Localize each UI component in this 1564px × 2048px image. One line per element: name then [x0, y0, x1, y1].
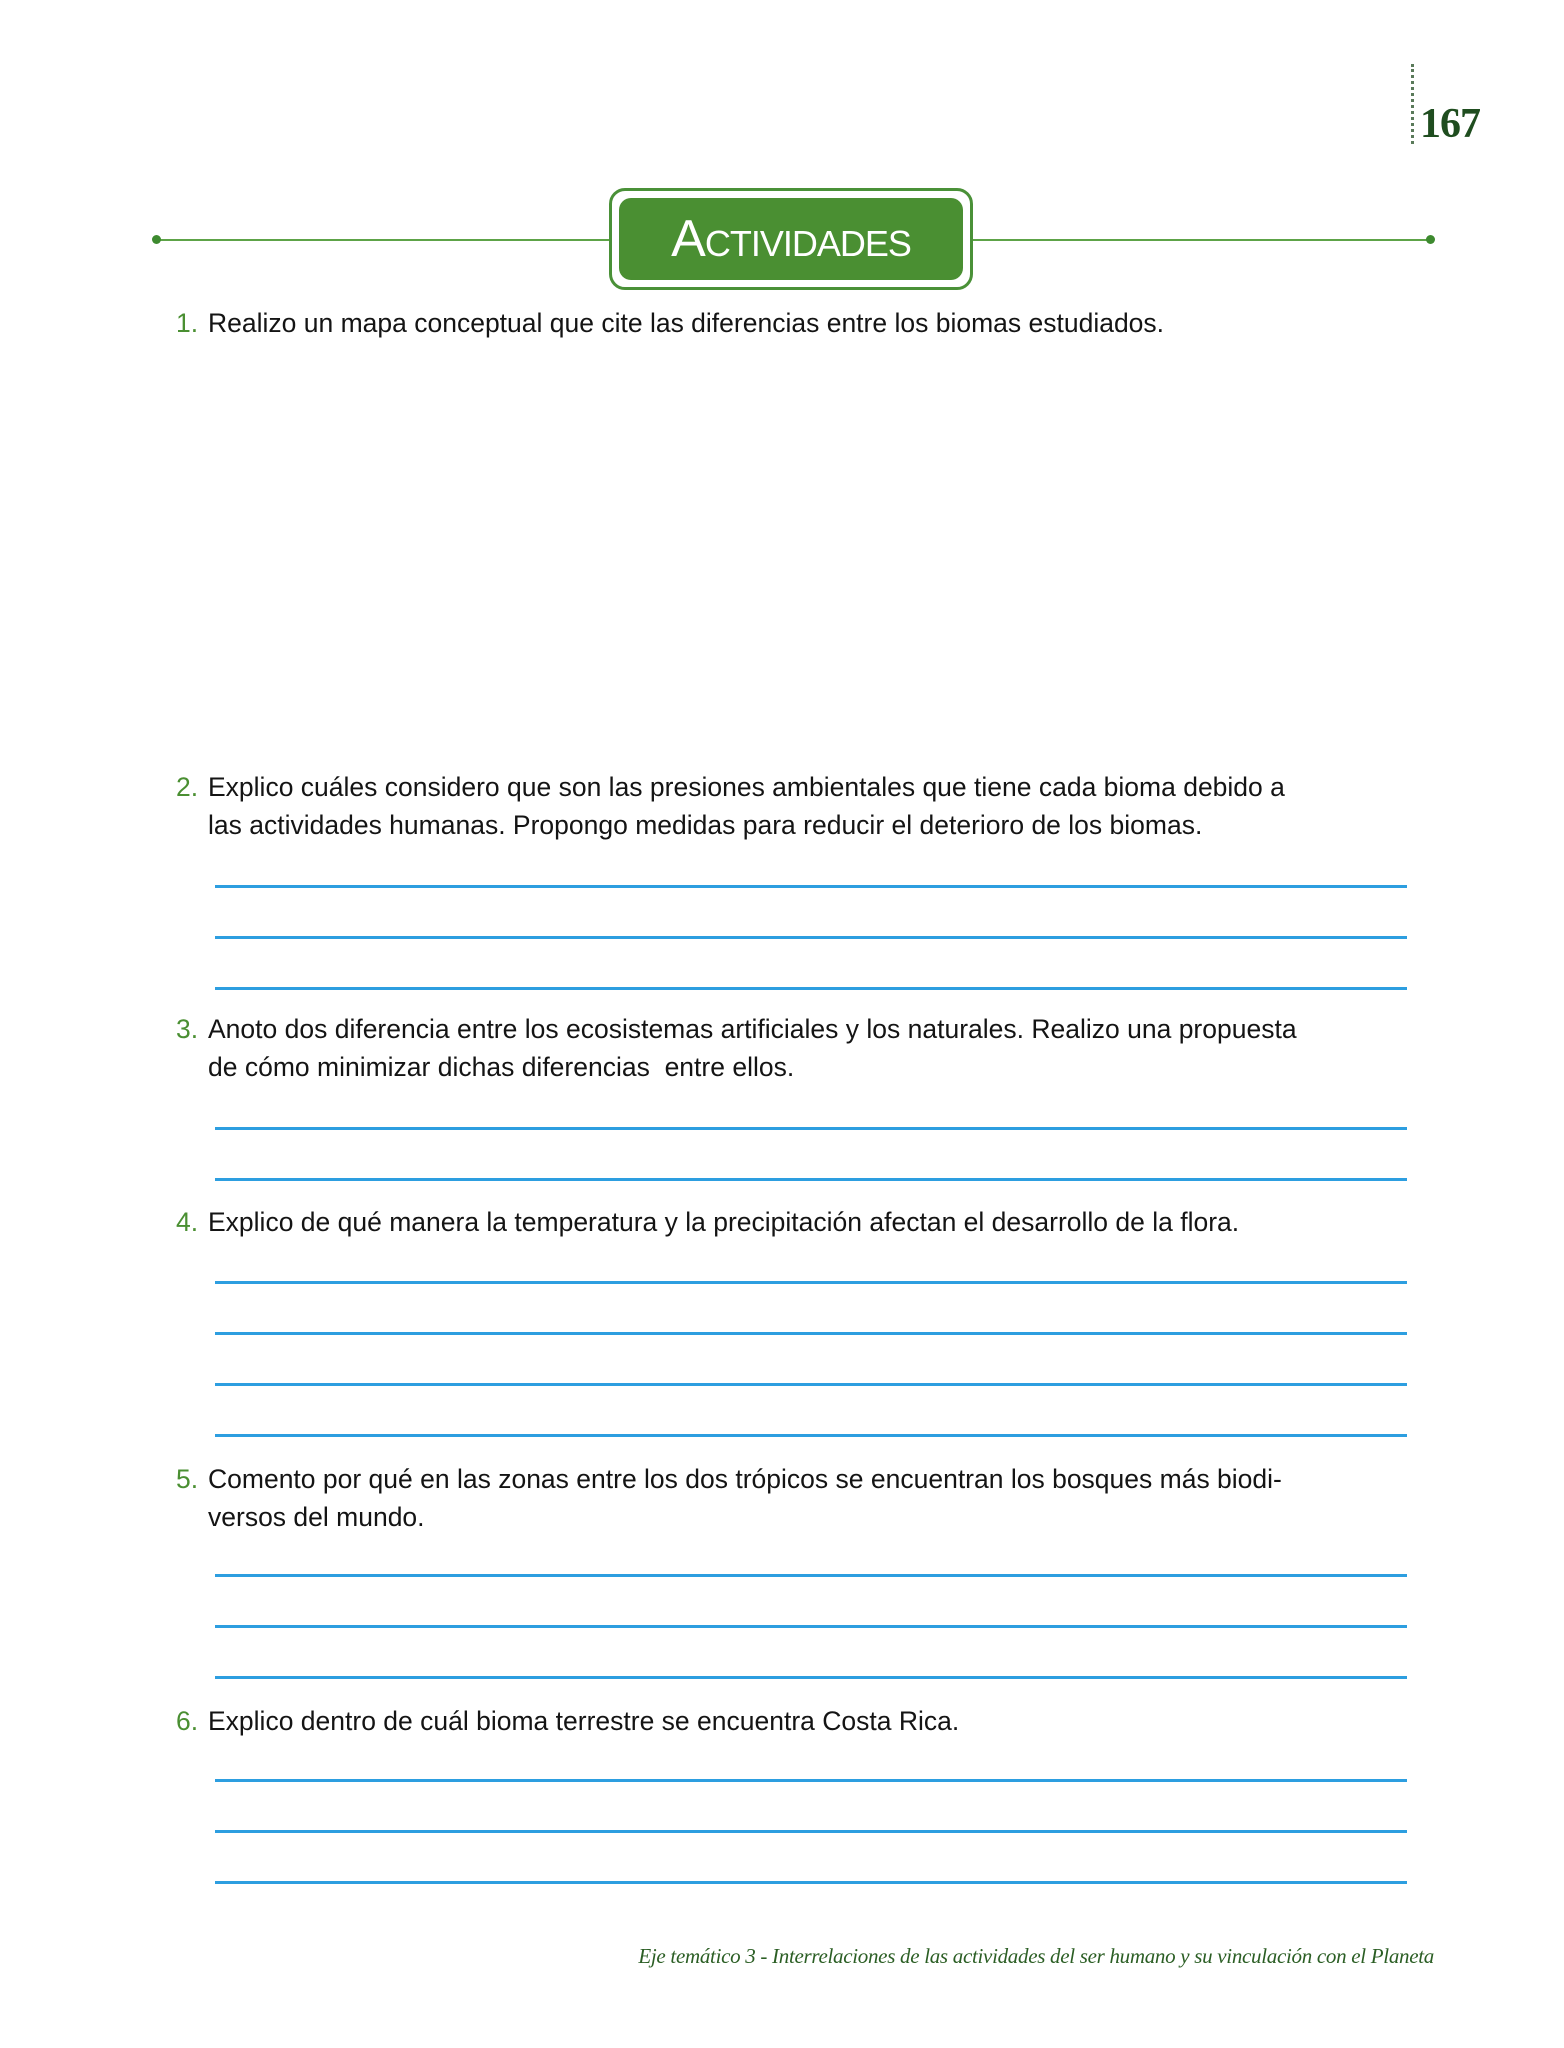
- answer-line[interactable]: [215, 1676, 1407, 1679]
- header-rule-left: [156, 239, 616, 241]
- question-text-continued: las actividades humanas. Propongo medidas para reducir el deterioro de los biomas.: [208, 810, 1203, 840]
- section-badge: [619, 198, 963, 280]
- question-2: [176, 768, 1426, 844]
- answer-line[interactable]: [215, 885, 1407, 888]
- question-text-continued: de cómo minimizar dichas diferencias entre ellos.: [208, 1052, 795, 1082]
- section-title: Actividades: [671, 210, 911, 268]
- header-dot-left: [152, 235, 161, 244]
- question-number: 1.: [176, 308, 199, 338]
- answer-line[interactable]: [215, 936, 1407, 939]
- question-number: 4.: [176, 1207, 199, 1237]
- question-number: 2.: [176, 772, 199, 802]
- question-4: [176, 1203, 1426, 1241]
- question-6: [176, 1702, 1426, 1740]
- question-3: [176, 1010, 1426, 1086]
- question-text: Explico de qué manera la temperatura y la precipitación afectan el desarrollo de la flora.: [208, 1207, 1240, 1237]
- answer-line[interactable]: [215, 1383, 1407, 1386]
- answer-line[interactable]: [215, 1779, 1407, 1782]
- question-1: [176, 304, 1426, 342]
- answer-line[interactable]: [215, 1281, 1407, 1284]
- answer-line[interactable]: [215, 1178, 1407, 1181]
- answer-line[interactable]: [215, 1127, 1407, 1130]
- question-number: 5.: [176, 1464, 199, 1494]
- question-text-continued: versos del mundo.: [208, 1502, 425, 1532]
- question-text: Anoto dos diferencia entre los ecosistemas artificiales y los naturales. Realizo una propuesta: [208, 1014, 1297, 1044]
- answer-line[interactable]: [215, 1332, 1407, 1335]
- question-5: [176, 1460, 1426, 1536]
- header-dot-right: [1426, 235, 1435, 244]
- question-text: Explico cuáles considero que son las presiones ambientales que tiene cada bioma debido a: [208, 772, 1285, 802]
- concept-map-area[interactable]: [176, 350, 1426, 750]
- answer-line[interactable]: [215, 1574, 1407, 1577]
- answer-line[interactable]: [215, 1434, 1407, 1437]
- answer-line[interactable]: [215, 1830, 1407, 1833]
- answer-line[interactable]: [215, 987, 1407, 990]
- question-text: Realizo un mapa conceptual que cite las diferencias entre los biomas estudiados.: [208, 308, 1165, 338]
- footer-theme-axis: Eje temático 3 - Interrelaciones de las actividades del ser humano y su vinculación con el Planeta: [638, 1944, 1434, 1968]
- answer-line[interactable]: [215, 1625, 1407, 1628]
- page-number-divider: [1411, 64, 1414, 144]
- header-rule-right: [968, 239, 1430, 241]
- question-number: 6.: [176, 1706, 199, 1736]
- question-text: Comento por qué en las zonas entre los dos trópicos se encuentran los bosques más biodi-: [208, 1464, 1282, 1494]
- question-text: Explico dentro de cuál bioma terrestre se encuentra Costa Rica.: [208, 1706, 960, 1736]
- answer-line[interactable]: [215, 1881, 1407, 1884]
- page-number: 167: [1420, 101, 1480, 147]
- question-number: 3.: [176, 1014, 199, 1044]
